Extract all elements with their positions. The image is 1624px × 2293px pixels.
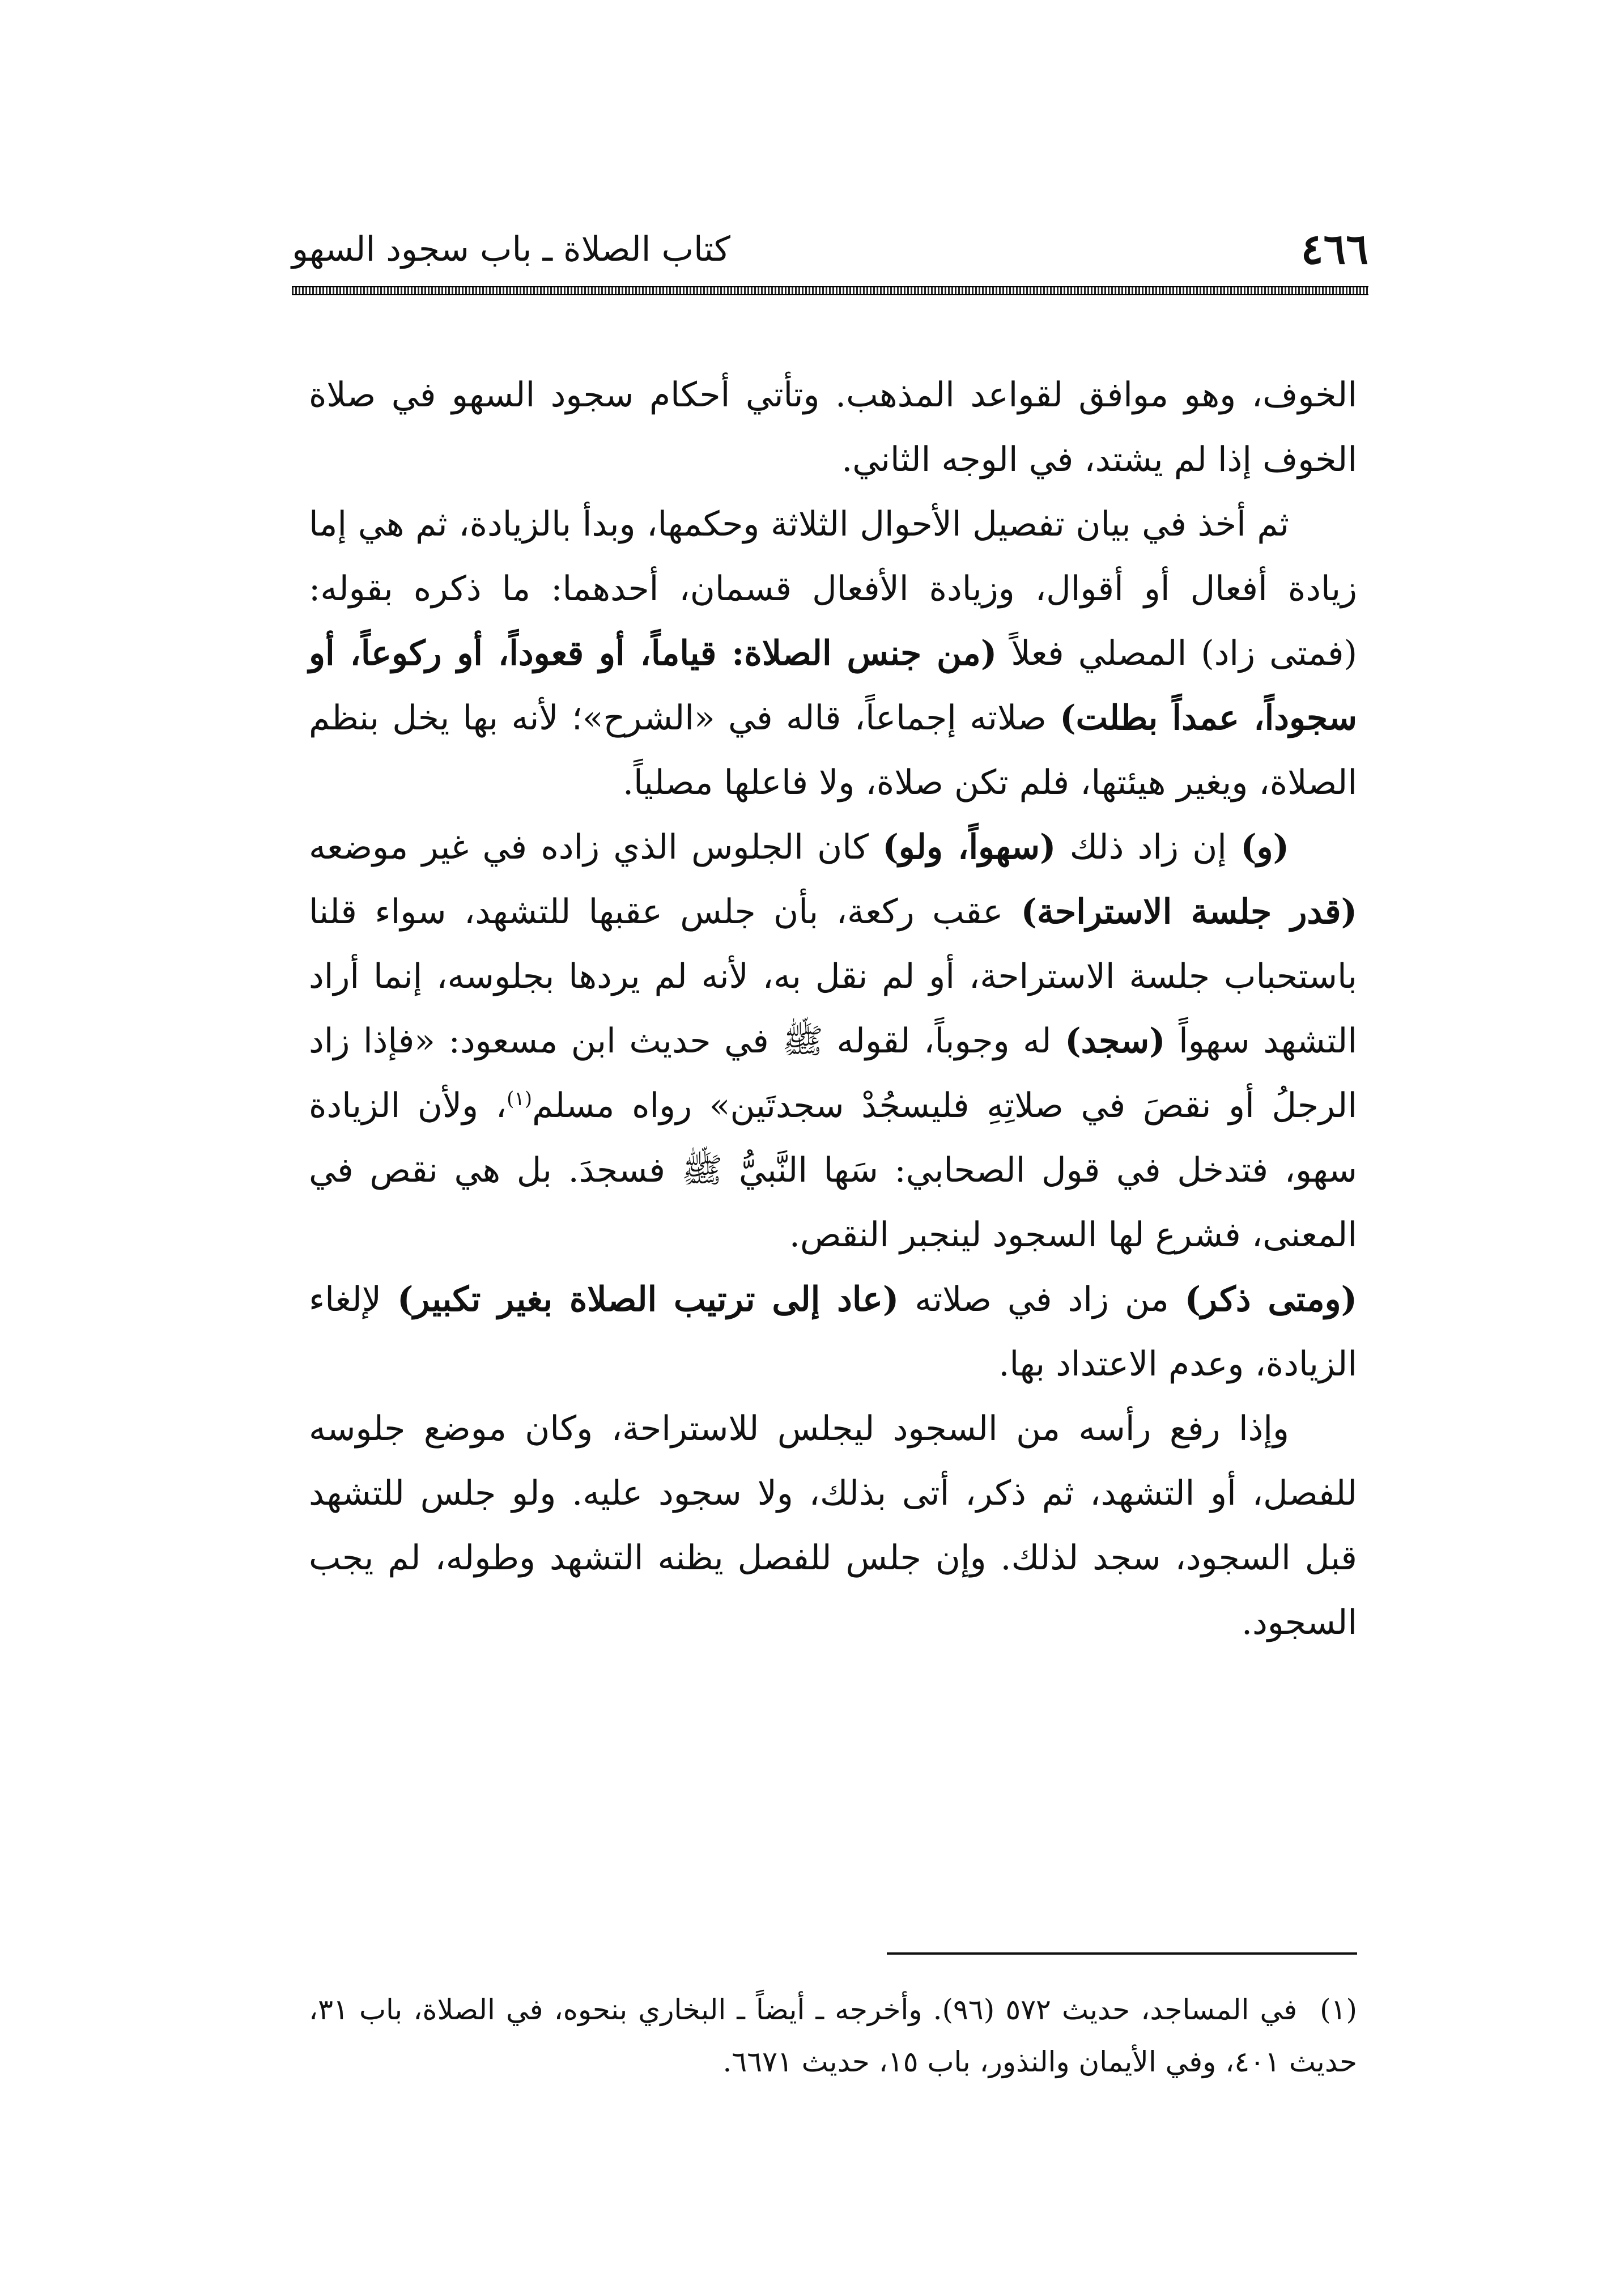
- matn-text: (سجد): [1065, 1021, 1166, 1061]
- matn-text: (قدر جلسة الاستراحة): [1021, 892, 1357, 932]
- commentary-text: إن زاد ذلك: [1056, 827, 1241, 867]
- footnote-number: (١): [1320, 1993, 1357, 2026]
- commentary-text: ثم أخذ في بيان تفصيل الأحوال الثلاثة وحكمها، وبدأ بالزيادة، ثم هي إما زيادة أفعال أو أقوال، وزيادة الأفعال قسمان، أحدهما: ما ذكره بقوله: (فمتى زاد) المصلي فعلاً: [309, 504, 1357, 673]
- footnote-1: [309, 1984, 1357, 2088]
- header-rule: [292, 286, 1368, 295]
- matn-text: (ومتى ذكر): [1184, 1280, 1358, 1319]
- commentary-text: كان الجلوس الذي زاده في غير موضعه: [309, 827, 883, 867]
- paragraph-3: [309, 815, 1357, 1267]
- matn-text: (و): [1240, 827, 1289, 867]
- paragraph-1: [309, 363, 1357, 492]
- main-text: [309, 363, 1357, 1655]
- matn-text: (عاد إلى ترتيب الصلاة بغير تكبير): [397, 1280, 899, 1319]
- commentary-text: الخوف، وهو موافق لقواعد المذهب. وتأتي أحكام سجود السهو في صلاة الخوف إذا لم يشتد، في الوجه الثاني.: [309, 375, 1357, 479]
- commentary-text: عقب ركعة، بأن جلس عقبها للتشهد، سواء قلنا باستحباب جلسة الاستراحة، أو لم نقل به، لأنه لم يردها بجلوسه، إنما أراد التشهد سهواً: [309, 892, 1357, 1061]
- commentary-text: من زاد في صلاته: [899, 1280, 1185, 1319]
- matn-text: (من جنس الصلاة: قياماً، أو قعوداً، أو ركوعاً، أو سجوداً، عمداً بطلت): [309, 634, 1357, 738]
- page-number: ٤٦٦: [1300, 225, 1368, 274]
- commentary-text: صلاته إجماعاً، قاله في «الشرح»؛ لأنه بها يخل بنظم الصلاة، ويغير هيئتها، فلم تكن صلاة، ولا فاعلها مصلياً.: [309, 698, 1357, 802]
- paragraph-4: [309, 1267, 1357, 1396]
- footnotes: [309, 1984, 1357, 2088]
- footnote-separator: [887, 1952, 1357, 1955]
- commentary-text: له وجوباً، لقوله ﷺ في حديث ابن مسعود: «فإذا زاد الرجلُ أو نقصَ في صلاتِهِ فليسجُدْ سجدتَين» رواه مسلم: [309, 1021, 1357, 1126]
- running-title: كتاب الصلاة ـ باب سجود السهو: [292, 230, 730, 269]
- paragraph-2: [309, 492, 1357, 815]
- paragraph-5: [309, 1396, 1357, 1655]
- commentary-text: وإذا رفع رأسه من السجود ليجلس للاستراحة، وكان موضع جلوسه للفصل، أو التشهد، ثم ذكر، أتى بذلك، ولا سجود عليه. ولو جلس للتشهد قبل السجود، سجد لذلك. وإن جلس للفصل يظنه التشهد وطوله، لم يجب السجود.: [309, 1409, 1357, 1642]
- footnote-reference: (١): [507, 1088, 532, 1110]
- commentary-text: ، ولأن الزيادة سهو، فتدخل في قول الصحابي: سَها النَّبيُّ ﷺ فسجدَ. بل هي نقص في المعنى، فشرع لها السجود لينجبر النقص.: [309, 1086, 1357, 1255]
- footnote-text: في المساجد، حديث ٥٧٢ (٩٦). وأخرجه ـ أيضاً ـ البخاري بنحوه، في الصلاة، باب ٣١، حديث ٤٠١، وفي الأيمان والنذور، باب ١٥، حديث ٦٦٧١.: [309, 1993, 1357, 2078]
- commentary-text: لإلغاء الزيادة، وعدم الاعتداد بها.: [309, 1280, 1357, 1384]
- page-header: [292, 227, 1368, 272]
- matn-text: (سهواً، ولو): [882, 827, 1056, 867]
